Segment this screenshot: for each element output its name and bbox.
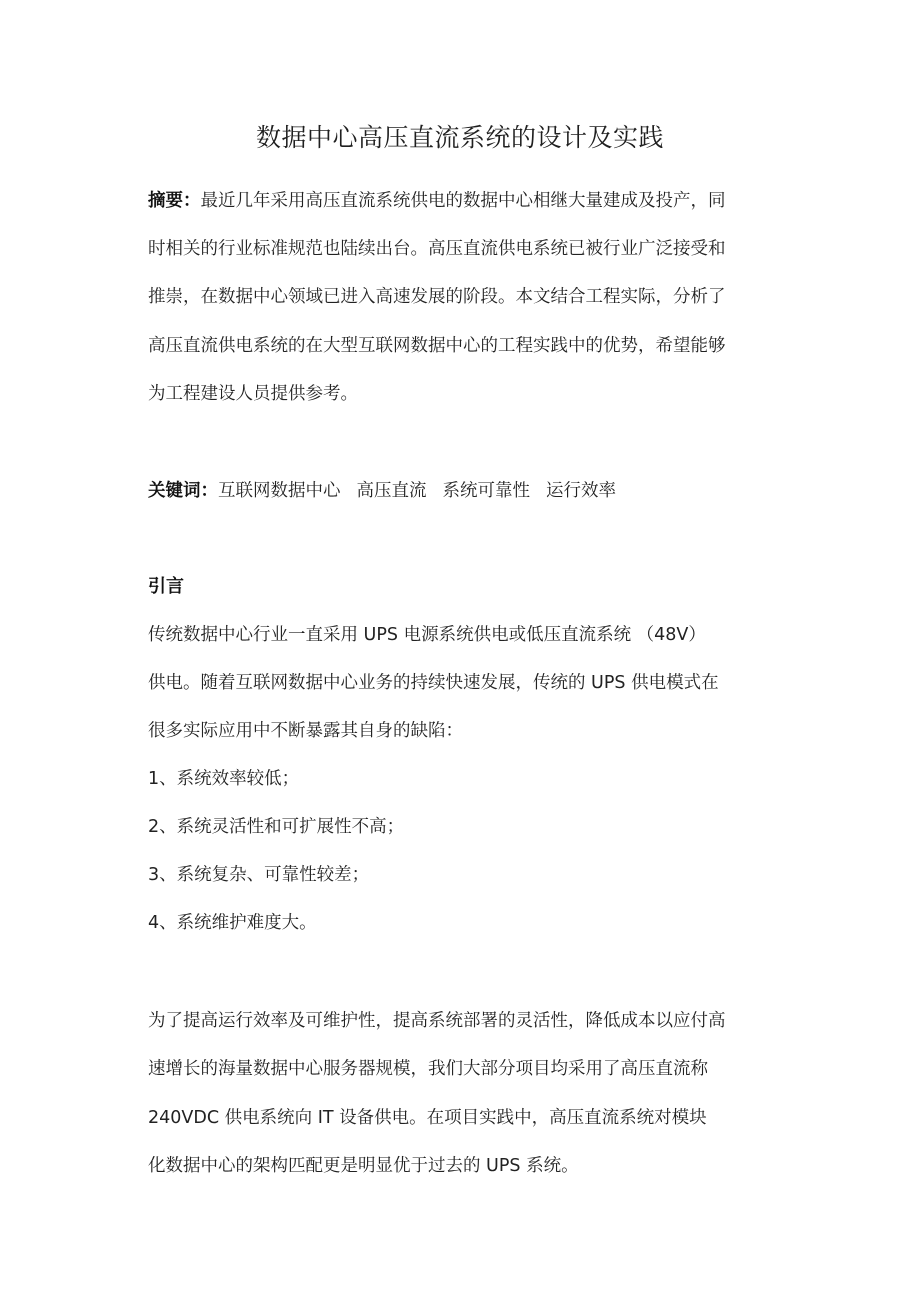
abstract-line-4: 高压直流供电系统的在大型互联网数据中心的工程实践中的优势，希望能够 bbox=[148, 336, 726, 356]
paragraph-line-3: 240VDC 供电系统向 IT 设备供电。在项目实践中，高压直流系统对模块 bbox=[148, 1108, 707, 1128]
abstract-line-3: 推崇，在数据中心领域已进入高速发展的阶段。本文结合工程实际，分析了 bbox=[148, 287, 726, 307]
keyword-item: 互联网数据中心 bbox=[218, 481, 341, 501]
intro-line-2: 供电。随着互联网数据中心业务的持续快速发展，传统的 UPS 供电模式在 bbox=[148, 673, 719, 693]
paragraph-line-4: 化数据中心的架构匹配更是明显优于过去的 UPS 系统。 bbox=[148, 1156, 579, 1176]
keyword-item: 运行效率 bbox=[546, 481, 616, 501]
list-item: 4、系统维护难度大。 bbox=[148, 913, 317, 933]
keyword-item: 系统可靠性 bbox=[442, 481, 530, 501]
paragraph-line-1: 为了提高运行效率及可维护性，提高系统部署的灵活性，降低成本以应付高 bbox=[148, 1011, 726, 1031]
intro-heading: 引言 bbox=[148, 576, 184, 597]
list-item: 1、系统效率较低； bbox=[148, 769, 300, 789]
abstract-text: 最近几年采用高压直流系统供电的数据中心相继大量建成及投产，同 bbox=[200, 191, 726, 211]
abstract-line-2: 时相关的行业标准规范也陆续出台。高压直流供电系统已被行业广泛接受和 bbox=[148, 239, 726, 259]
keywords-line bbox=[148, 476, 773, 506]
list-item: 3、系统复杂、可靠性较差； bbox=[148, 865, 370, 885]
abstract-line-5: 为工程建设人员提供参考。 bbox=[148, 384, 358, 404]
paragraph-line-2: 速增长的海量数据中心服务器规模，我们大部分项目均采用了高压直流称 bbox=[148, 1059, 708, 1079]
keywords-label: 关键词： bbox=[148, 481, 218, 501]
keyword-item: 高压直流 bbox=[356, 481, 427, 501]
abstract-label: 摘要： bbox=[148, 191, 201, 211]
intro-line-1: 传统数据中心行业一直采用 UPS 电源系统供电或低压直流系统 （48V） bbox=[148, 625, 706, 645]
list-item: 2、系统灵活性和可扩展性不高； bbox=[148, 817, 405, 837]
abstract-line-1 bbox=[148, 186, 773, 216]
intro-line-3: 很多实际应用中不断暴露其自身的缺陷： bbox=[148, 721, 463, 741]
document-title: 数据中心高压直流系统的设计及实践 bbox=[255, 123, 664, 152]
